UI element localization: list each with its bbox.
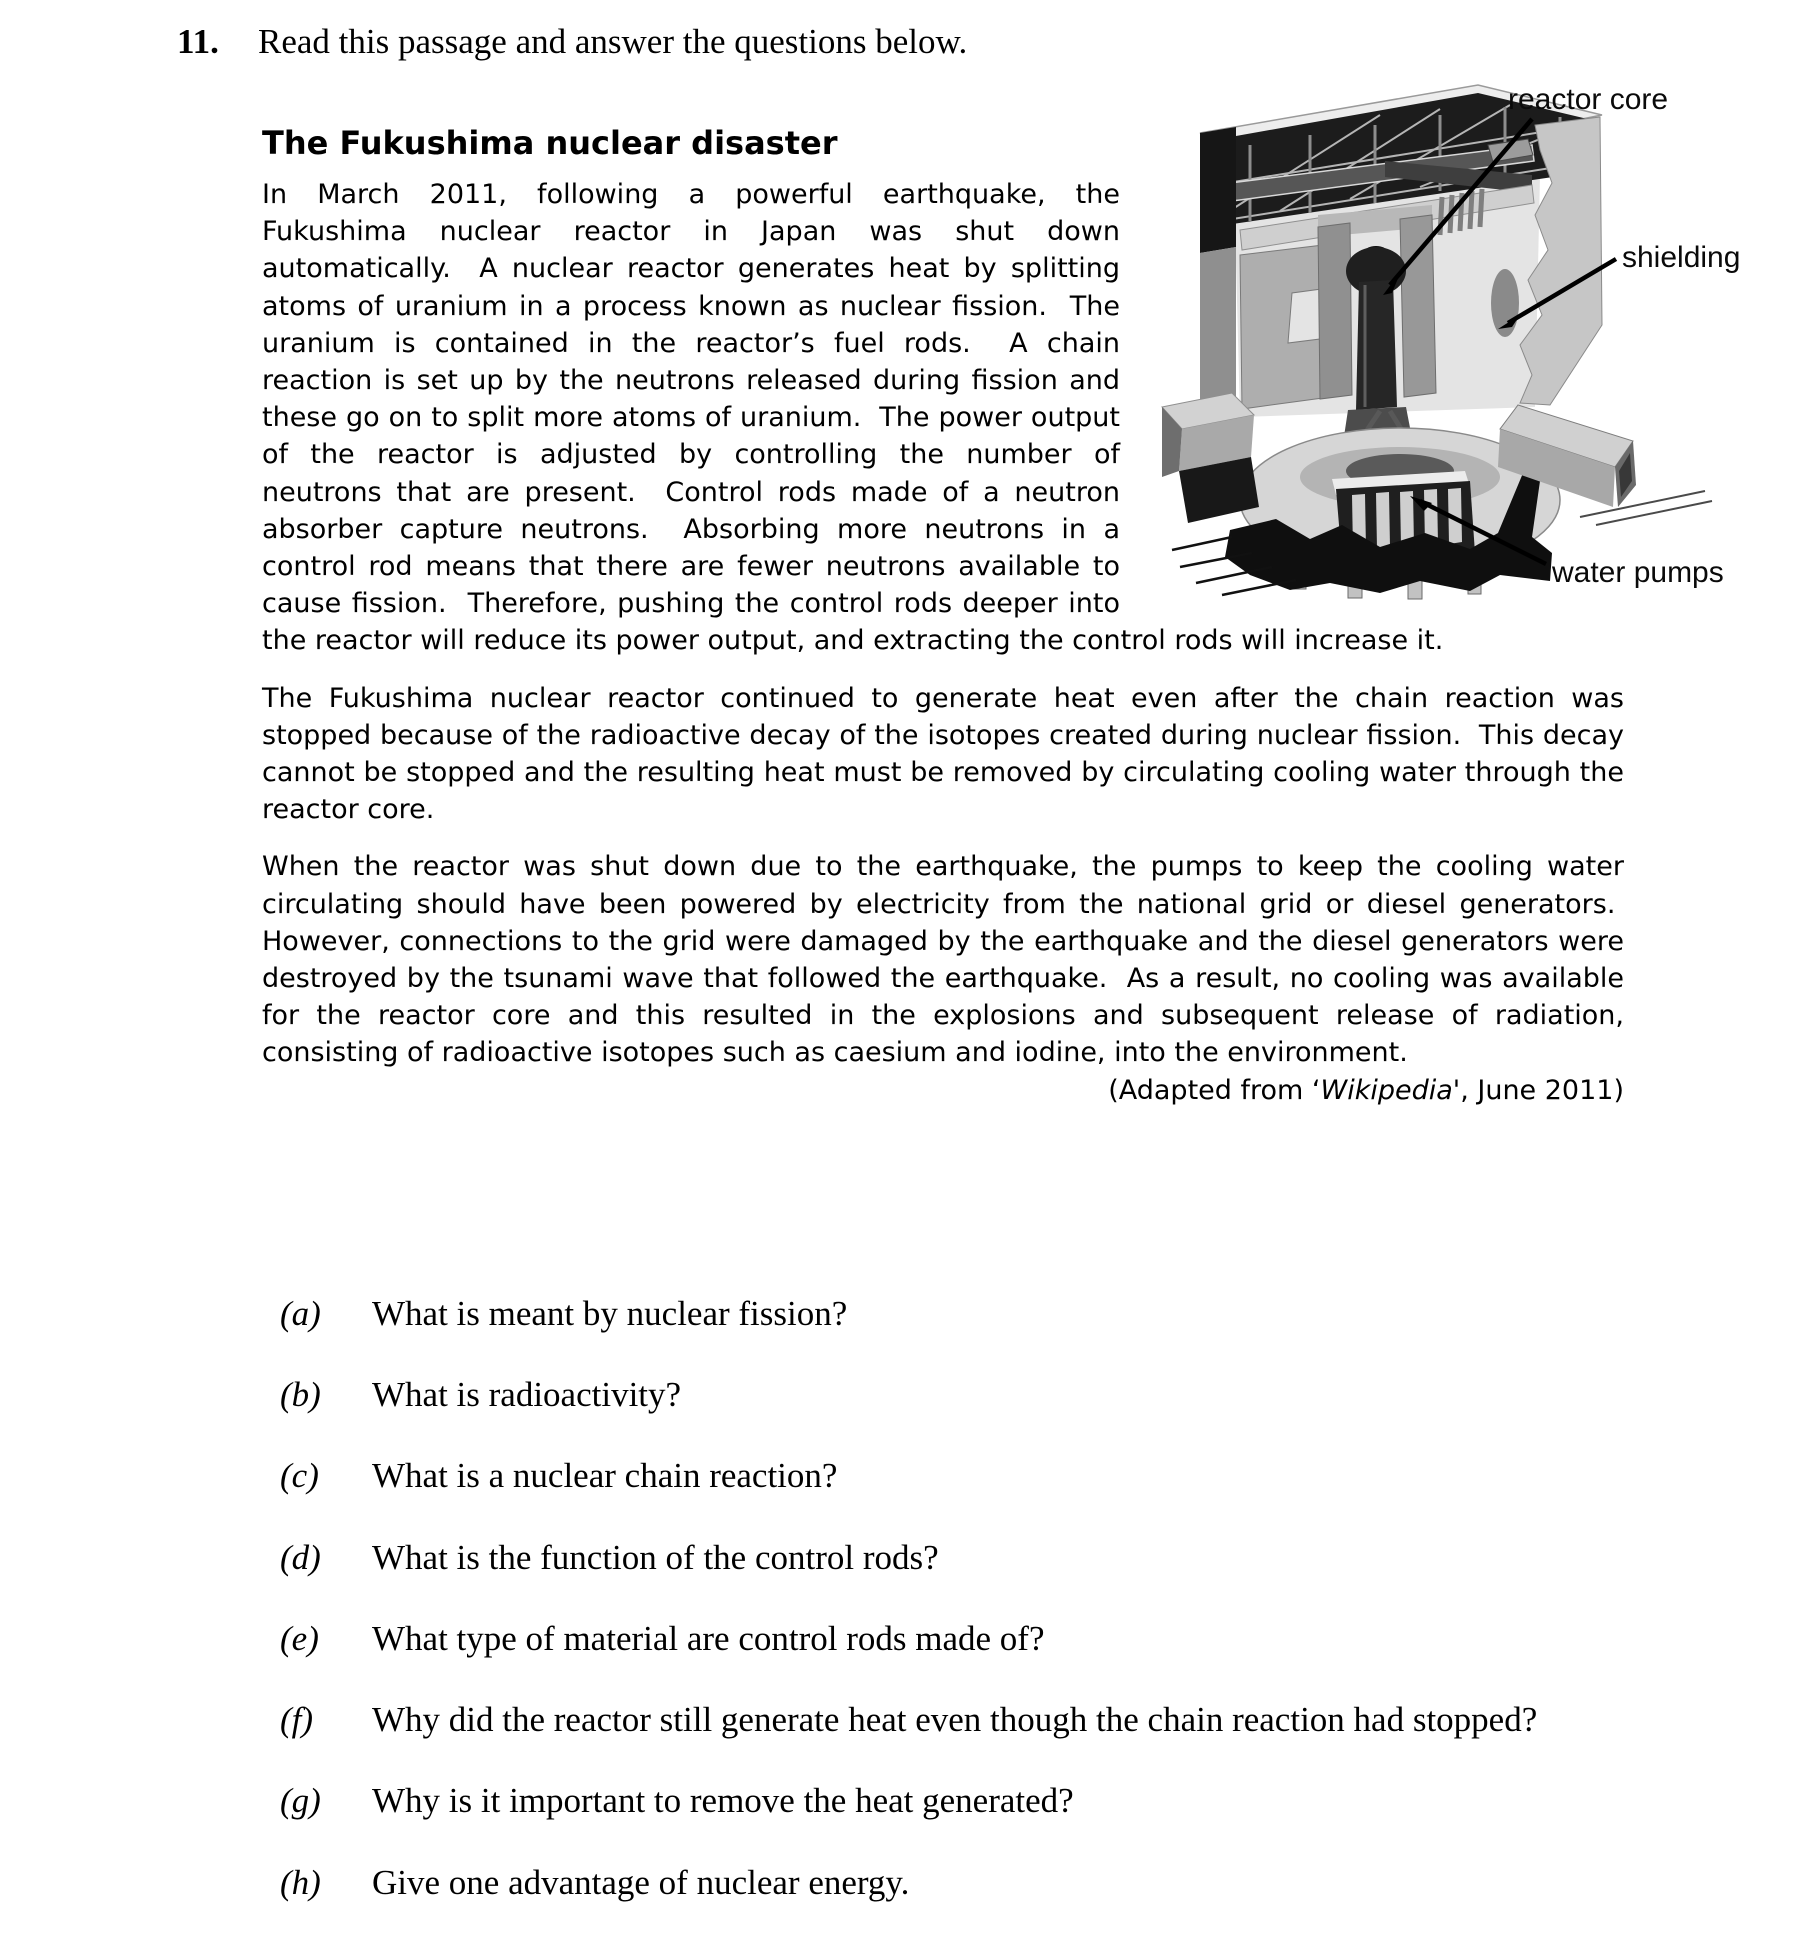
question-text: What is meant by nuclear fission? [372, 1294, 848, 1333]
question-item-e [280, 1619, 1045, 1659]
question-item-d [280, 1538, 939, 1578]
question-label: (d) [280, 1538, 321, 1577]
question-text: What is radioactivity? [372, 1375, 682, 1414]
question-item-h [280, 1863, 909, 1903]
question-item-b [280, 1375, 681, 1415]
question-text: Give one advantage of nuclear energy. [372, 1863, 910, 1902]
passage-paragraph-3: When the reactor was shut down due to the earthquake, the pumps to keep the cooling water circulating should have been powered by electricity from the national grid or diesel generators. However, connections to the grid were damaged by the earthquake and the diesel generators were destroyed by the tsunami wave that followed the earthquake. As a result, no cooling was available for the reactor core and this resulted in the explosions and subsequent release of radiation, consisting of radioactive isotopes such as caesium and iodine, into the environment. [262, 851, 1624, 1069]
passage-paragraph-1: In March 2011, following a powerful earthquake, the Fukushima nuclear reactor in Japan was shut down automatically. A nuclear reactor generates heat by splitting atoms of uranium in a process known as nuclear fission. The uranium is contained in the reactor’s fuel rods. A chain reaction is set up by the neutrons released during fission and these go on to split more atoms of uranium. The power output of the reactor is adjusted by controlling the number of neutrons that are present. Control rods made of a neutron absorber capture neutrons. Absorbing more neutrons in a control rod means that there are fewer neutrons available to cause fission. Therefore, pushing the control rods deeper into the reactor will reduce its power output, and extracting the control rods will increase it. [262, 179, 1444, 657]
attribution-line [262, 1072, 1624, 1109]
question-text: Why did the reactor still generate heat even though the chain reaction had stopped? [372, 1700, 1538, 1739]
question-text: What is the function of the control rods? [372, 1538, 939, 1577]
figure-label-reactor-core: reactor core [1508, 83, 1669, 116]
figure-label-water-pumps: water pumps [1552, 556, 1724, 589]
question-item-a [280, 1294, 847, 1334]
shield-column-left [1318, 223, 1352, 399]
question-item-c [280, 1456, 837, 1496]
question-number: 11. [177, 22, 219, 61]
questions-list [280, 1294, 1640, 1939]
question-label: (f) [280, 1700, 314, 1739]
question-item-f [280, 1700, 1537, 1740]
passage-heading: The Fukushima nuclear disaster [262, 124, 838, 162]
figure-label-shielding: shielding [1622, 241, 1741, 274]
question-text: Why is it important to remove the heat generated? [372, 1781, 1074, 1820]
question-label: (e) [280, 1619, 319, 1658]
shield-column-right [1400, 215, 1436, 397]
attribution-source: Wikipedia [1320, 1074, 1453, 1106]
attribution-prefix: (Adapted from ‘ [1108, 1074, 1321, 1106]
question-label: (c) [280, 1456, 319, 1495]
question-label: (b) [280, 1375, 321, 1414]
instruction-text: Read this passage and answer the questions below. [258, 22, 968, 61]
question-label: (g) [280, 1781, 321, 1820]
question-text: What type of material are control rods made of? [372, 1619, 1045, 1658]
attribution-suffix: ', June 2011) [1452, 1074, 1624, 1106]
question-label: (a) [280, 1294, 321, 1333]
question-label: (h) [280, 1863, 321, 1902]
passage-paragraph-2: The Fukushima nuclear reactor continued to generate heat even after the chain reaction was stopped because of the radioactive decay of the isotopes created during nuclear fission. This decay cannot be stopped and the resulting heat must be removed by circulating cooling water through the reactor core. [262, 682, 1624, 826]
left-roof-edge [1200, 127, 1236, 253]
question-text: What is a nuclear chain reaction? [372, 1456, 838, 1495]
reactor-cutaway-illustration [1080, 75, 1760, 605]
question-item-g [280, 1781, 1074, 1821]
reactor-cutaway-figure [1080, 75, 1760, 605]
reactor-vessel-body [1356, 280, 1397, 410]
